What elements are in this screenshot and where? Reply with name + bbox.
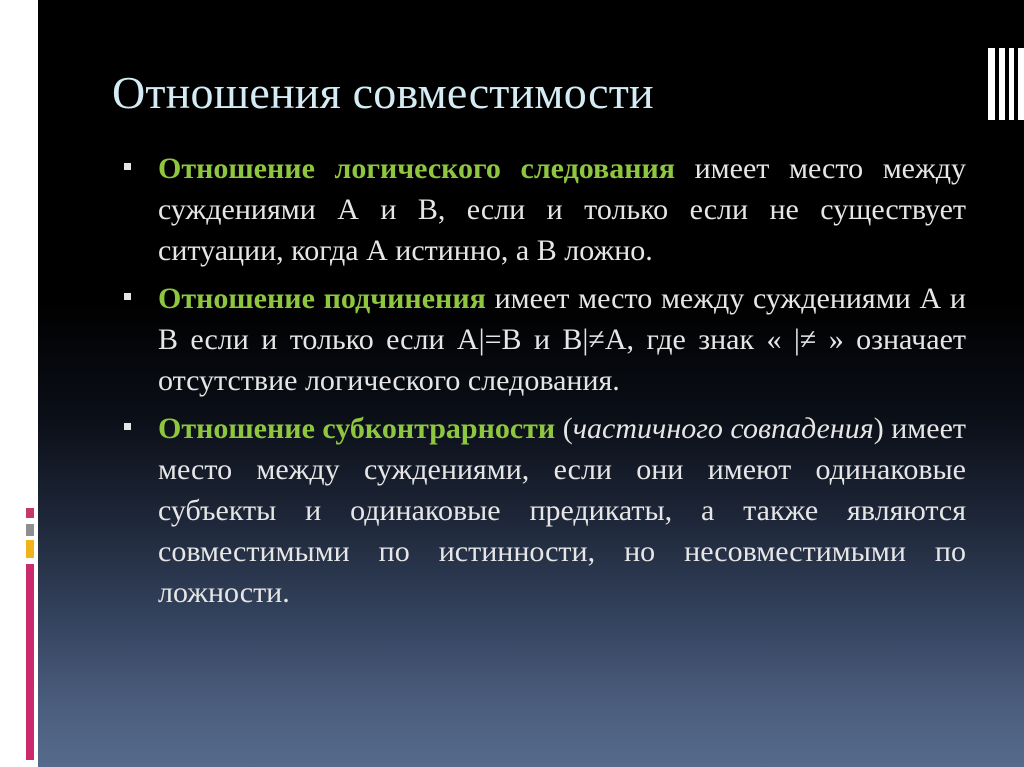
- term-subordination: Отношение подчинения: [158, 282, 486, 315]
- term-subcontrariety: Отношение субконтрарности: [158, 412, 556, 445]
- title-stripes-decoration: [988, 48, 1024, 120]
- slide-title: Отношения совместимости: [112, 67, 654, 118]
- bullet-list: [124, 148, 966, 620]
- bullet-item-subcontrariety: [124, 408, 966, 613]
- bullet-italic-partial-overlap: частичного совпадения: [572, 412, 874, 445]
- square-bullet-icon: [124, 293, 131, 300]
- square-bullet-icon: [124, 163, 131, 170]
- square-bullet-icon: [124, 423, 131, 430]
- bullet-text-subcontrariety: ) имеет место между суждениями, если они имеют одинаковые субъекты и одинаковые предикаты, а также являются совместимыми по истинности, но несовместимыми по ложности.: [158, 412, 966, 609]
- slide: [38, 0, 1024, 767]
- bullet-text-subordination: имеет место между суждениями А и В если и только если А|=В и В|≠А, где знак « |≠ » означает отсутствие логического следования.: [158, 282, 966, 397]
- bullet-text-subcontrariety-open: (: [555, 412, 573, 445]
- bullet-text-entailment: имеет место между суждениями А и В, если и только если не существует ситуации, когда А истинно, а В ложно.: [158, 152, 966, 267]
- left-color-bars-decoration: [26, 508, 36, 760]
- bullet-item-entailment: [124, 148, 966, 271]
- term-entailment: Отношение логического следования: [158, 152, 676, 185]
- bullet-item-subordination: [124, 278, 966, 401]
